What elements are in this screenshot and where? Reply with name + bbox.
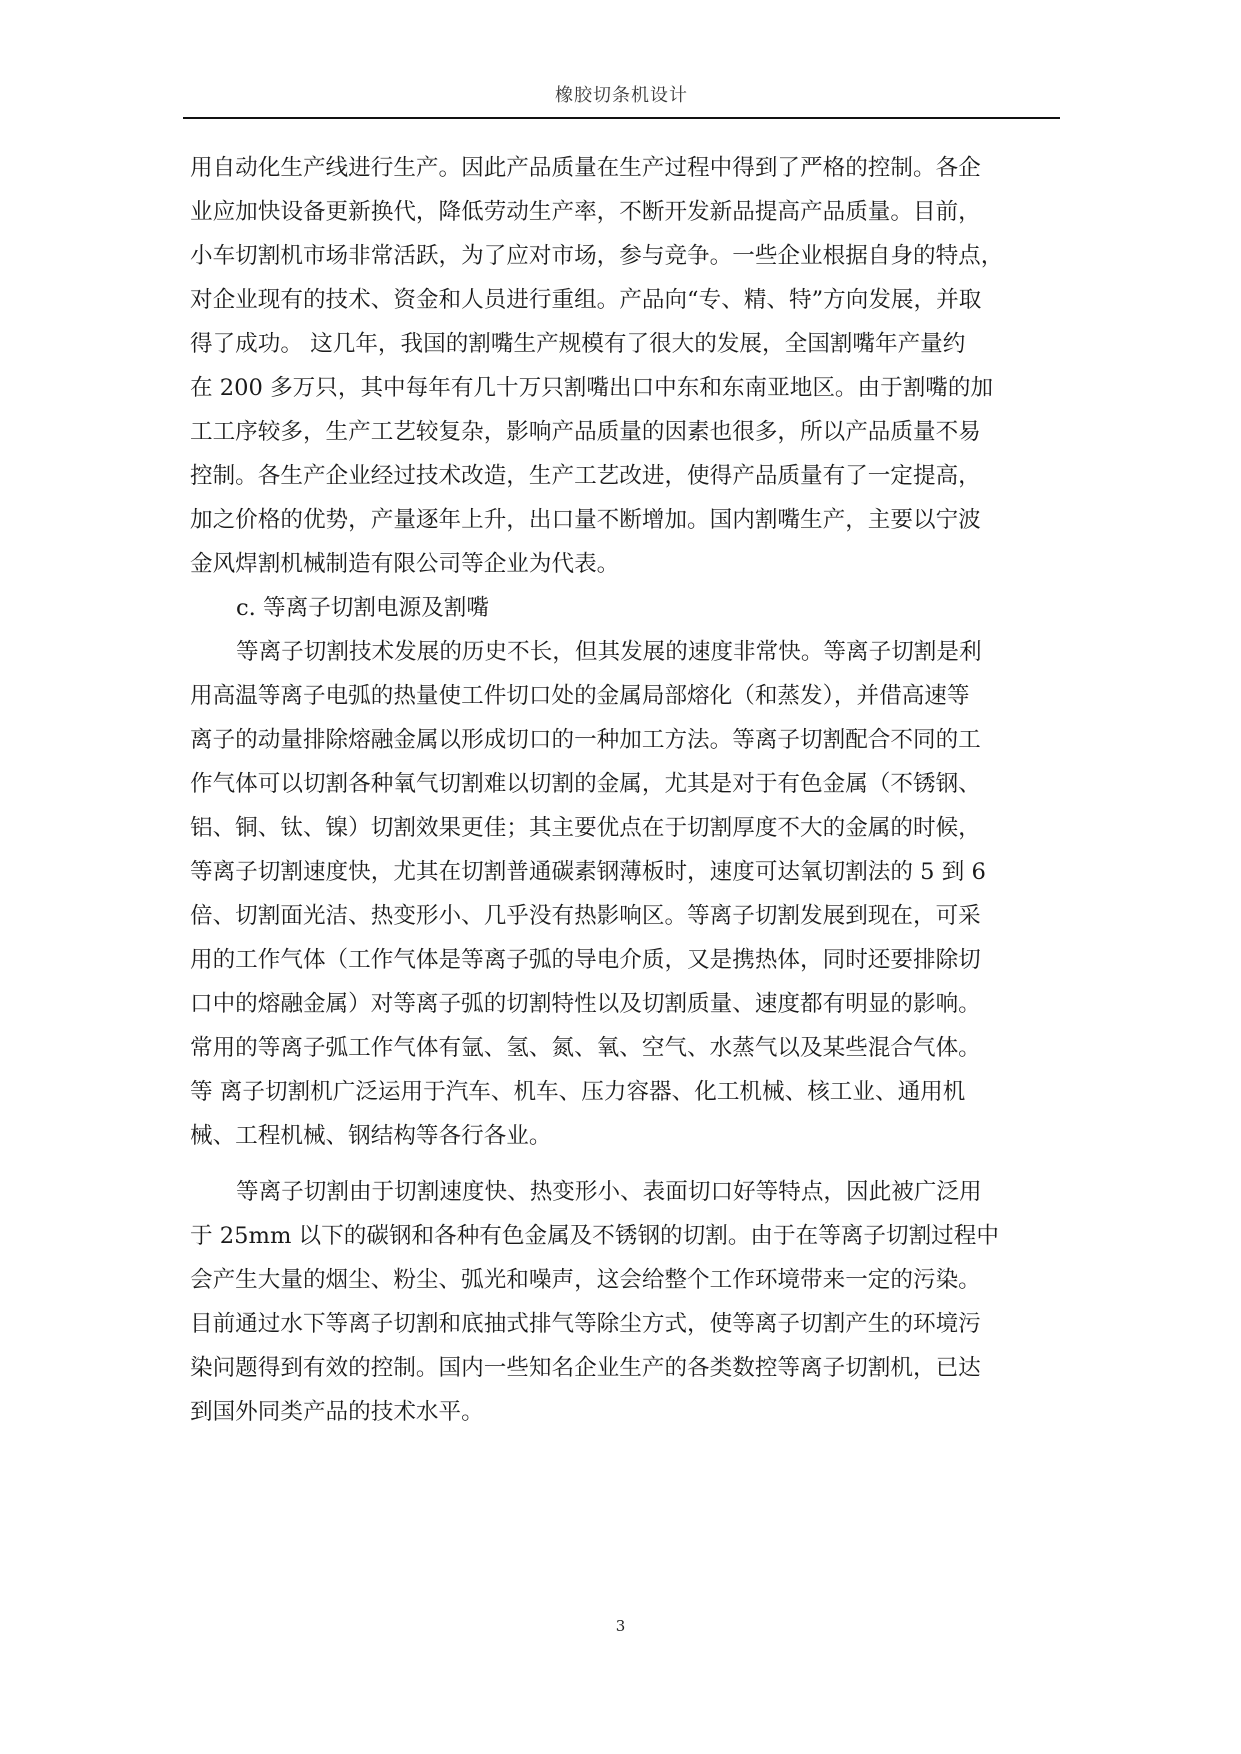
text-line: 对企业现有的技术、资金和人员进行重组。产品向“专、精、特”方向发展，并取 [190, 287, 982, 313]
paragraph [190, 1170, 1058, 1434]
paragraph-spacer [190, 1158, 1058, 1170]
paragraph [190, 146, 1058, 586]
text-line: 用自动化生产线进行生产。因此产品质量在生产过程中得到了严格的控制。各企 [190, 155, 981, 181]
paragraph [190, 630, 1058, 1158]
text-line: 口中的熔融金属）对等离子弧的切割特性以及切割质量、速度都有明显的影响。 [190, 991, 981, 1017]
body-text [190, 146, 1058, 1434]
text-line: 离子的动量排除熔融金属以形成切口的一种加工方法。等离子切割配合不同的工 [190, 727, 981, 753]
text-line: 得了成功。 这几年，我国的割嘴生产规模有了很大的发展，全国割嘴年产量约 [190, 331, 966, 357]
text-line: 工工序较多，生产工艺较复杂，影响产品质量的因素也很多，所以产品质量不易 [190, 419, 981, 445]
text-line: 染问题得到有效的控制。国内一些知名企业生产的各类数控等离子切割机，已达 [190, 1355, 981, 1381]
text-line: 等 离子切割机广泛运用于汽车、机车、压力容器、化工机械、核工业、通用机 [190, 1079, 966, 1105]
text-line: 等离子切割技术发展的历史不长，但其发展的速度非常快。等离子切割是利 [236, 639, 982, 665]
document-title: 橡胶切条机设计 [555, 85, 688, 106]
text-line: 业应加快设备更新换代，降低劳动生产率，不断开发新品提高产品质量。目前， [190, 199, 981, 225]
page-header [183, 84, 1060, 119]
text-line: 铝、铜、钛、镍）切割效果更佳；其主要优点在于切割厚度不大的金属的时候， [190, 815, 981, 841]
text-line: 于 25mm 以下的碳钢和各种有色金属及不锈钢的切割。由于在等离子切割过程中 [190, 1223, 999, 1249]
text-line: 用的工作气体（工作气体是等离子弧的导电介质，又是携热体，同时还要排除切 [190, 947, 981, 973]
text-line: 在 200 多万只，其中每年有几十万只割嘴出口中东和东南亚地区。由于割嘴的加 [190, 375, 994, 401]
page-number: 3 [615, 1617, 626, 1635]
text-line: 用高温等离子电弧的热量使工件切口处的金属局部熔化（和蒸发），并借高速等 [190, 683, 970, 709]
text-line: 作气体可以切割各种氧气切割难以切割的金属，尤其是对于有色金属（不锈钢、 [190, 771, 981, 797]
text-line: 倍、切割面光洁、热变形小、几乎没有热影响区。等离子切割发展到现在，可采 [190, 903, 981, 929]
heading-line: c. 等离子切割电源及割嘴 [236, 595, 489, 621]
section-heading [190, 586, 1058, 630]
text-line: 金风焊割机械制造有限公司等企业为代表。 [190, 551, 620, 577]
text-line: 小车切割机市场非常活跃，为了应对市场，参与竞争。一些企业根据自身的特点， [190, 243, 1004, 269]
text-line: 械、工程机械、钢结构等各行各业。 [190, 1123, 552, 1149]
text-line: 到国外同类产品的技术水平。 [190, 1399, 484, 1425]
text-line: 常用的等离子弧工作气体有氩、氢、氮、氧、空气、水蒸气以及某些混合气体。 [190, 1035, 981, 1061]
text-line: 控制。各生产企业经过技术改造，生产工艺改进，使得产品质量有了一定提高， [190, 463, 981, 489]
text-line: 等离子切割速度快，尤其在切割普通碳素钢薄板时，速度可达氧切割法的 5 到 6 [190, 859, 986, 885]
text-line: 目前通过水下等离子切割和底抽式排气等除尘方式，使等离子切割产生的环境污 [190, 1311, 981, 1337]
text-line: 会产生大量的烟尘、粉尘、弧光和噪声，这会给整个工作环境带来一定的污染。 [190, 1267, 981, 1293]
text-line: 加之价格的优势，产量逐年上升，出口量不断增加。国内割嘴生产，主要以宁波 [190, 507, 981, 533]
text-line: 等离子切割由于切割速度快、热变形小、表面切口好等特点，因此被广泛用 [236, 1179, 982, 1205]
